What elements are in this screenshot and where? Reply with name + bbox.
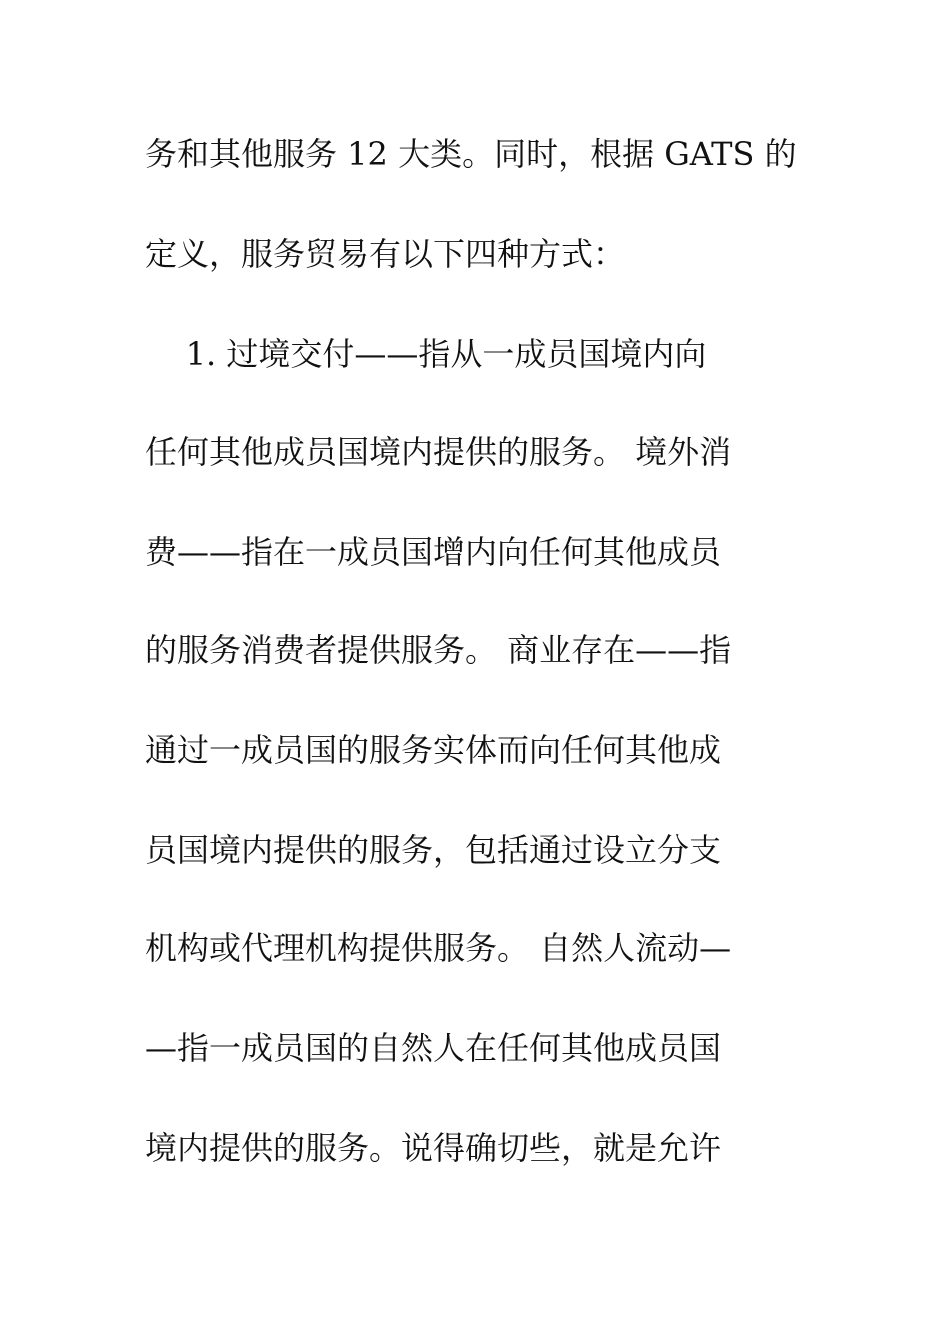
text-line: 费——指在一成员国增内向任何其他成员 xyxy=(145,533,722,571)
text-line: 1. 过境交付——指从一成员国境内向 xyxy=(145,335,707,373)
text-line: 任何其他成员国境内提供的服务。 境外消 xyxy=(145,433,732,471)
text-line: 境内提供的服务。说得确切些，就是允许 xyxy=(145,1129,722,1167)
text-line: 机构或代理机构提供服务。 自然人流动— xyxy=(145,929,732,967)
text-line: 务和其他服务 12 大类。同时，根据 GATS 的 xyxy=(145,135,797,173)
text-line: 通过一成员国的服务实体而向任何其他成 xyxy=(145,731,722,769)
text-line: —指一成员国的自然人在任何其他成员国 xyxy=(145,1029,722,1067)
text-line: 员国境内提供的服务，包括通过设立分支 xyxy=(145,831,722,869)
text-line: 定义，服务贸易有以下四种方式： xyxy=(145,235,626,273)
text-line: 的服务消费者提供服务。 商业存在——指 xyxy=(145,631,732,669)
